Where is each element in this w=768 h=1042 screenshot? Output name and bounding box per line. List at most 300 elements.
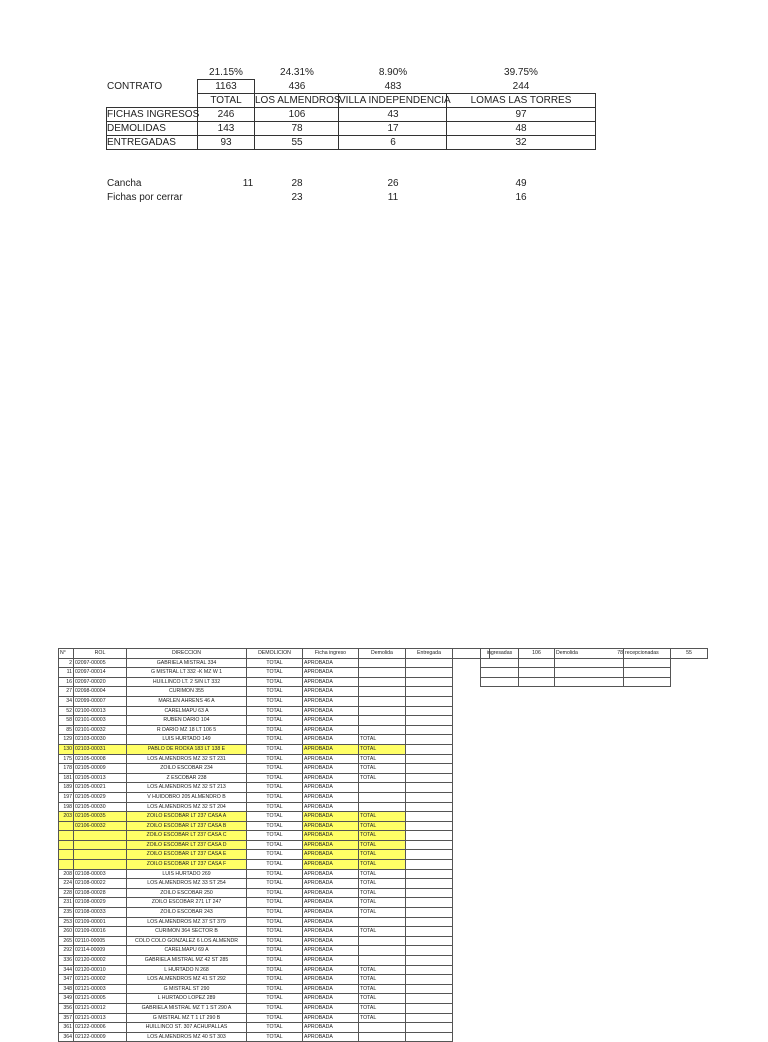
row-demolicion: TOTAL	[247, 994, 303, 1004]
row-direccion: COLO COLO GONZALEZ 6 LOS ALMENDR	[127, 936, 247, 946]
row-demolicion: TOTAL	[247, 927, 303, 937]
row-demolicion: TOTAL	[247, 1003, 303, 1013]
fichas-ingresos-label: FICHAS INGRESOS	[107, 109, 200, 120]
row-direccion: ZOILO ESCOBAR 234	[127, 764, 247, 774]
row-rol: 02122-00006	[74, 1023, 127, 1033]
row-entregada	[406, 783, 453, 793]
table-row	[59, 783, 490, 793]
row-rol: 02121-00012	[74, 1003, 127, 1013]
row-ficha-ingreso: APROBADA	[303, 1003, 359, 1013]
table-row	[59, 936, 490, 946]
row-number: 34	[59, 696, 74, 706]
row-number: 16	[59, 677, 74, 687]
row-demolida	[359, 668, 406, 678]
row-number: 356	[59, 1003, 74, 1013]
row-rol: 02108-00028	[74, 888, 127, 898]
row-ficha-ingreso: APROBADA	[303, 888, 359, 898]
row-number: 208	[59, 869, 74, 879]
row-entregada	[406, 716, 453, 726]
empty-cell	[624, 668, 671, 678]
row-rol: 02101-00032	[74, 725, 127, 735]
row-ficha-ingreso: APROBADA	[303, 1023, 359, 1033]
row-direccion: ZOILO ESCOBAR LT 237 CASA A	[127, 812, 247, 822]
row-direccion: LOS ALMENDROS MZ 37 ST 379	[127, 917, 247, 927]
table-row	[59, 821, 490, 831]
row-ficha-ingreso: APROBADA	[303, 716, 359, 726]
row-entregada	[406, 658, 453, 668]
row-demolicion: TOTAL	[247, 735, 303, 745]
detail-sheet	[58, 648, 490, 1042]
row-number: 235	[59, 908, 74, 918]
row-entregada	[406, 677, 453, 687]
row-demolida	[359, 792, 406, 802]
row-ficha-ingreso: APROBADA	[303, 687, 359, 697]
row-demolicion: TOTAL	[247, 1013, 303, 1023]
row-ficha-ingreso: APROBADA	[303, 946, 359, 956]
row-demolicion: TOTAL	[247, 725, 303, 735]
row-number	[59, 821, 74, 831]
row-demolida: TOTAL	[359, 754, 406, 764]
row-entregada	[406, 725, 453, 735]
row-entregada	[406, 821, 453, 831]
demolida-label: Demolida	[556, 650, 578, 657]
row-number: 2	[59, 658, 74, 668]
row-demolida: TOTAL	[359, 888, 406, 898]
table-row	[59, 965, 490, 975]
cancha-label: Cancha	[107, 178, 142, 189]
row-demolida: TOTAL	[359, 908, 406, 918]
ingresadas-value: 106	[519, 649, 555, 659]
table-row	[59, 888, 490, 898]
row-rol: 02101-00003	[74, 716, 127, 726]
table-row	[59, 773, 490, 783]
row-entregada	[406, 1032, 453, 1042]
row-direccion: GABRIELA MISTRAL MZ T 1 ST 290 A	[127, 1003, 247, 1013]
row-rol: 02121-00002	[74, 975, 127, 985]
row-direccion: LUIS HURTADO 149	[127, 735, 247, 745]
row-rol: 02108-00029	[74, 898, 127, 908]
row-rol: 02097-00005	[74, 658, 127, 668]
row-entregada	[406, 927, 453, 937]
detail-table	[58, 648, 490, 1042]
row-demolicion: TOTAL	[247, 965, 303, 975]
row-demolicion: TOTAL	[247, 812, 303, 822]
row-entregada	[406, 898, 453, 908]
row-ficha-ingreso: APROBADA	[303, 783, 359, 793]
row-entregada	[406, 984, 453, 994]
row-demolicion: TOTAL	[247, 946, 303, 956]
row-demolicion: TOTAL	[247, 831, 303, 841]
row-demolicion: TOTAL	[247, 984, 303, 994]
row-demolicion: TOTAL	[247, 956, 303, 966]
row-demolicion: TOTAL	[247, 792, 303, 802]
row-direccion: MARLEN AHRENS 46 A	[127, 696, 247, 706]
row-number: 27	[59, 687, 74, 697]
table-row	[59, 956, 490, 966]
row-entregada	[406, 965, 453, 975]
row-direccion: CURIMON 355	[127, 687, 247, 697]
row-ficha-ingreso: APROBADA	[303, 725, 359, 735]
row-demolicion: TOTAL	[247, 716, 303, 726]
header-direccion: DIRECCION	[127, 649, 247, 659]
row-rol: 02105-00021	[74, 783, 127, 793]
row-demolicion: TOTAL	[247, 975, 303, 985]
row-entregada	[406, 687, 453, 697]
row-direccion: GABRIELA MISTRAL MZ 42 ST 285	[127, 956, 247, 966]
empty-cell	[555, 677, 624, 687]
table-row	[59, 869, 490, 879]
row-entregada	[406, 908, 453, 918]
table-row	[59, 975, 490, 985]
row-entregada	[406, 792, 453, 802]
row-ficha-ingreso: APROBADA	[303, 994, 359, 1004]
row-direccion: ZOILO ESCOBAR 243	[127, 908, 247, 918]
fichas-por-cerrar-los-almendros: 23	[291, 192, 303, 203]
row-entregada	[406, 850, 453, 860]
row-demolida	[359, 1032, 406, 1042]
row-entregada	[406, 744, 453, 754]
demolidas-los-almendros: 78	[291, 123, 303, 134]
row-number: 198	[59, 802, 74, 812]
row-demolicion: TOTAL	[247, 1023, 303, 1033]
row-demolida: TOTAL	[359, 821, 406, 831]
contrato-villa-independencia: 483	[384, 81, 402, 92]
table-row	[59, 792, 490, 802]
row-rol: 02110-00005	[74, 936, 127, 946]
row-number: 292	[59, 946, 74, 956]
row-demolida: TOTAL	[359, 812, 406, 822]
table-row	[59, 831, 490, 841]
row-demolida	[359, 725, 406, 735]
row-entregada	[406, 773, 453, 783]
table-row	[59, 802, 490, 812]
row-rol: 02105-00030	[74, 802, 127, 812]
row-rol: 02097-00014	[74, 668, 127, 678]
demolidas-total: 143	[217, 123, 235, 134]
row-demolida	[359, 687, 406, 697]
row-ficha-ingreso: APROBADA	[303, 908, 359, 918]
header-entregada: Entregada	[406, 649, 453, 659]
row-demolicion: TOTAL	[247, 658, 303, 668]
row-direccion: CURIMON 364 SECTOR B	[127, 927, 247, 937]
empty-cell	[519, 668, 555, 678]
row-demolicion: TOTAL	[247, 840, 303, 850]
row-entregada	[406, 1003, 453, 1013]
row-rol: 02108-00003	[74, 869, 127, 879]
header-los-almendros: LOS ALMENDROS	[255, 95, 341, 106]
row-direccion: LOS ALMENDROS MZ 41 ST 292	[127, 975, 247, 985]
row-ficha-ingreso: APROBADA	[303, 831, 359, 841]
row-number: 228	[59, 888, 74, 898]
row-ficha-ingreso: APROBADA	[303, 869, 359, 879]
table-row	[59, 1023, 490, 1033]
table-row	[59, 860, 490, 870]
row-entregada	[406, 764, 453, 774]
percent-total: 21.15%	[209, 67, 243, 78]
header-demolicion: DEMOLICION	[247, 649, 303, 659]
table-row	[59, 946, 490, 956]
row-direccion: LOS ALMENDROS MZ 32 ST 213	[127, 783, 247, 793]
row-demolicion: TOTAL	[247, 668, 303, 678]
table-row	[59, 1003, 490, 1013]
row-entregada	[406, 946, 453, 956]
row-number: 336	[59, 956, 74, 966]
row-direccion: LOS ALMENDROS MZ 33 ST 254	[127, 879, 247, 889]
percent-villa-independencia: 8.90%	[378, 67, 408, 78]
header-rol: ROL	[74, 649, 127, 659]
row-rol	[74, 860, 127, 870]
side-row	[481, 649, 708, 659]
side-counters	[480, 648, 708, 687]
table-header-row	[59, 649, 490, 659]
row-demolida	[359, 1023, 406, 1033]
row-ficha-ingreso: APROBADA	[303, 735, 359, 745]
empty-cell	[481, 677, 519, 687]
row-demolida: TOTAL	[359, 840, 406, 850]
row-demolida: TOTAL	[359, 764, 406, 774]
row-rol: 02120-00002	[74, 956, 127, 966]
row-direccion: ZOILO ESCOBAR LT 237 CASA E	[127, 850, 247, 860]
row-ficha-ingreso: APROBADA	[303, 917, 359, 927]
row-demolida	[359, 716, 406, 726]
row-demolicion: TOTAL	[247, 1032, 303, 1042]
row-demolida: TOTAL	[359, 975, 406, 985]
row-number: 260	[59, 927, 74, 937]
empty-cell	[519, 677, 555, 687]
row-rol	[74, 850, 127, 860]
row-demolida: TOTAL	[359, 831, 406, 841]
row-demolida	[359, 783, 406, 793]
row-rol: 02105-00008	[74, 754, 127, 764]
empty-cell	[624, 658, 671, 668]
row-ficha-ingreso: APROBADA	[303, 802, 359, 812]
row-number: 364	[59, 1032, 74, 1042]
row-demolicion: TOTAL	[247, 898, 303, 908]
empty-cell	[519, 658, 555, 668]
row-number: 181	[59, 773, 74, 783]
row-ficha-ingreso: APROBADA	[303, 936, 359, 946]
empty-cell	[481, 658, 519, 668]
row-number: 361	[59, 1023, 74, 1033]
row-demolicion: TOTAL	[247, 754, 303, 764]
row-ficha-ingreso: APROBADA	[303, 850, 359, 860]
row-rol: 02121-00003	[74, 984, 127, 994]
empty-cell	[481, 668, 519, 678]
fichas-ingresos-lomas-las-torres: 97	[515, 109, 527, 120]
row-demolida	[359, 706, 406, 716]
entregadas-label: ENTREGADAS	[107, 137, 176, 148]
row-ficha-ingreso: APROBADA	[303, 927, 359, 937]
row-direccion: ZOILO ESCOBAR LT 237 CASA C	[127, 831, 247, 841]
row-demolicion: TOTAL	[247, 802, 303, 812]
row-demolida	[359, 658, 406, 668]
row-number: 189	[59, 783, 74, 793]
contrato-los-almendros: 436	[288, 81, 306, 92]
row-entregada	[406, 975, 453, 985]
row-demolicion: TOTAL	[247, 917, 303, 927]
row-direccion: CARELMAPU 69 A	[127, 946, 247, 956]
header-demolida: Demolida	[359, 649, 406, 659]
row-ficha-ingreso: APROBADA	[303, 764, 359, 774]
ingresadas-label: ingresadas	[481, 649, 519, 659]
row-number: 347	[59, 975, 74, 985]
row-direccion: R DARIO MZ 18 LT 106 5	[127, 725, 247, 735]
table-row	[59, 994, 490, 1004]
table-row	[59, 898, 490, 908]
row-demolida: TOTAL	[359, 773, 406, 783]
row-entregada	[406, 696, 453, 706]
recepcionadas-label: recepcionadas	[624, 649, 671, 659]
row-ficha-ingreso: APROBADA	[303, 1013, 359, 1023]
table-row	[59, 744, 490, 754]
cancha-total: 11	[242, 178, 254, 189]
row-direccion: PABLO DE ROCKA 183 LT 138 E	[127, 744, 247, 754]
row-demolida: TOTAL	[359, 927, 406, 937]
demolidas-lomas-las-torres: 48	[515, 123, 527, 134]
row-rol: 02122-00009	[74, 1032, 127, 1042]
row-ficha-ingreso: APROBADA	[303, 754, 359, 764]
row-ficha-ingreso: APROBADA	[303, 792, 359, 802]
row-demolida	[359, 946, 406, 956]
row-number: 197	[59, 792, 74, 802]
row-direccion: ZOILO ESCOBAR LT 237 CASA D	[127, 840, 247, 850]
row-demolicion: TOTAL	[247, 696, 303, 706]
row-demolida	[359, 917, 406, 927]
contrato-lomas-las-torres: 244	[512, 81, 530, 92]
row-direccion: CARELMAPU 63 A	[127, 706, 247, 716]
row-entregada	[406, 802, 453, 812]
row-direccion: G MISTRAL ST 290	[127, 984, 247, 994]
row-direccion: ZOILO ESCOBAR 271 LT 247	[127, 898, 247, 908]
row-entregada	[406, 956, 453, 966]
table-row	[59, 850, 490, 860]
row-direccion: L HURTADO LOPEZ 289	[127, 994, 247, 1004]
table-row	[59, 840, 490, 850]
row-number: 130	[59, 744, 74, 754]
row-demolida	[359, 936, 406, 946]
row-ficha-ingreso: APROBADA	[303, 965, 359, 975]
row-demolicion: TOTAL	[247, 869, 303, 879]
row-rol: 02103-00030	[74, 735, 127, 745]
row-direccion: RUBEN DARIO 104	[127, 716, 247, 726]
row-entregada	[406, 936, 453, 946]
table-row	[59, 984, 490, 994]
row-direccion: ZOILO ESCOBAR 250	[127, 888, 247, 898]
row-ficha-ingreso: APROBADA	[303, 879, 359, 889]
row-ficha-ingreso: APROBADA	[303, 821, 359, 831]
row-direccion: HUILLINCO ST. 307 ACHUPALLAS	[127, 1023, 247, 1033]
side-row	[481, 658, 708, 668]
table-row	[59, 668, 490, 678]
row-rol: 02109-00016	[74, 927, 127, 937]
row-entregada	[406, 706, 453, 716]
row-rol: 02121-00005	[74, 994, 127, 1004]
row-demolicion: TOTAL	[247, 879, 303, 889]
row-number	[59, 850, 74, 860]
table-row	[59, 1013, 490, 1023]
row-demolicion: TOTAL	[247, 764, 303, 774]
row-demolida: TOTAL	[359, 735, 406, 745]
table-row	[59, 812, 490, 822]
cancha-lomas-las-torres: 49	[515, 178, 527, 189]
fichas-ingresos-total: 246	[217, 109, 235, 120]
entregadas-villa-independencia: 6	[390, 137, 396, 148]
table-row	[59, 687, 490, 697]
header-lomas-las-torres: LOMAS LAS TORRES	[470, 95, 572, 106]
row-rol: 02105-00029	[74, 792, 127, 802]
row-direccion: V HUIDOBRO 205 ALMENDRO B	[127, 792, 247, 802]
row-demolida: TOTAL	[359, 860, 406, 870]
table-row	[59, 677, 490, 687]
side-row	[481, 677, 708, 687]
table-row	[59, 917, 490, 927]
row-number: 52	[59, 706, 74, 716]
row-demolida	[359, 802, 406, 812]
table-row	[59, 927, 490, 937]
fichas-ingresos-villa-independencia: 43	[387, 109, 399, 120]
table-row	[59, 879, 490, 889]
side-row	[481, 668, 708, 678]
empty-cell	[555, 668, 624, 678]
row-ficha-ingreso: APROBADA	[303, 984, 359, 994]
demolidas-label: DEMOLIDAS	[107, 123, 166, 134]
row-demolida	[359, 677, 406, 687]
row-direccion: G MISTRAL MZ T 1 LT 290 B	[127, 1013, 247, 1023]
table-row	[59, 706, 490, 716]
row-ficha-ingreso: APROBADA	[303, 744, 359, 754]
row-demolicion: TOTAL	[247, 706, 303, 716]
table-row	[59, 754, 490, 764]
table-row	[59, 716, 490, 726]
row-rol: 02121-00013	[74, 1013, 127, 1023]
row-demolida: TOTAL	[359, 984, 406, 994]
table-row	[59, 764, 490, 774]
row-ficha-ingreso: APROBADA	[303, 840, 359, 850]
row-demolicion: TOTAL	[247, 850, 303, 860]
demolidas-villa-independencia: 17	[387, 123, 399, 134]
row-demolida: TOTAL	[359, 994, 406, 1004]
row-direccion: Z ESCOBAR 238	[127, 773, 247, 783]
row-entregada	[406, 668, 453, 678]
percent-los-almendros: 24.31%	[280, 67, 314, 78]
row-entregada	[406, 888, 453, 898]
row-rol: 02106-00032	[74, 821, 127, 831]
row-rol: 02109-00001	[74, 917, 127, 927]
row-demolicion: TOTAL	[247, 821, 303, 831]
row-demolida: TOTAL	[359, 869, 406, 879]
demolida-value: 78	[617, 650, 623, 657]
header-ficha-ingreso: Ficha ingreso	[303, 649, 359, 659]
row-ficha-ingreso: APROBADA	[303, 975, 359, 985]
row-demolida: TOTAL	[359, 965, 406, 975]
row-demolida	[359, 956, 406, 966]
row-ficha-ingreso: APROBADA	[303, 860, 359, 870]
row-number: 203	[59, 812, 74, 822]
cancha-los-almendros: 28	[291, 178, 303, 189]
fichas-por-cerrar-villa-independencia: 11	[387, 192, 399, 203]
row-demolida: TOTAL	[359, 898, 406, 908]
row-demolida: TOTAL	[359, 850, 406, 860]
row-direccion: LOS ALMENDROS MZ 32 ST 231	[127, 754, 247, 764]
row-direccion: GABRIELA MISTRAL 334	[127, 658, 247, 668]
entregadas-total: 93	[220, 137, 232, 148]
percent-lomas-las-torres: 39.75%	[504, 67, 538, 78]
row-rol	[74, 840, 127, 850]
row-direccion: ZOILO ESCOBAR LT 237 CASA B	[127, 821, 247, 831]
cancha-villa-independencia: 26	[387, 178, 399, 189]
row-demolicion: TOTAL	[247, 773, 303, 783]
row-direccion: LUIS HURTADO 269	[127, 869, 247, 879]
